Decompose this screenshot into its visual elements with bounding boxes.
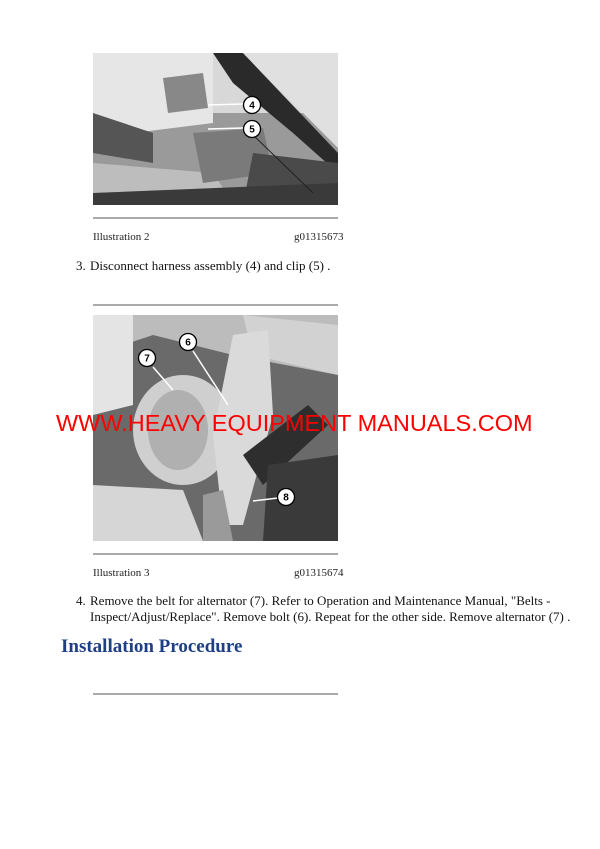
step-number: 3.	[76, 258, 86, 273]
step-text-line-2: Inspect/Adjust/Replace". Remove bolt (6). Repeat for the other side. Remove alternator (7) .	[90, 609, 571, 624]
callout-4	[242, 95, 262, 115]
illustration-2-photo	[93, 53, 338, 205]
illustration-3-code: g01315674	[294, 567, 344, 579]
illustration-3-rule	[93, 553, 338, 555]
step-text-line-1: Remove the belt for alternator (7). Refer to Operation and Maintenance Manual, "Belts -	[90, 593, 551, 608]
svg-text:4: 4	[249, 100, 255, 112]
svg-text:7: 7	[144, 353, 150, 365]
illustration-2-label: Illustration 2	[93, 231, 150, 243]
svg-text:8: 8	[283, 492, 289, 504]
callout-8	[276, 487, 296, 507]
illustration-2-rule	[93, 217, 338, 219]
step-3	[76, 258, 556, 274]
watermark-text: WWW.HEAVY EQUIPMENT MANUALS.COM	[56, 410, 533, 436]
callout-7	[137, 348, 157, 368]
illustration-2-code: g01315673	[294, 231, 344, 243]
callout-6	[178, 332, 198, 352]
svg-text:6: 6	[185, 337, 191, 349]
illustration-3-top-rule	[93, 304, 338, 306]
callout-5	[242, 119, 262, 139]
step-text: Disconnect harness assembly (4) and clip (5) .	[90, 258, 331, 273]
svg-text:5: 5	[249, 124, 255, 136]
illustration-3-label: Illustration 3	[93, 567, 150, 579]
installation-rule	[93, 693, 338, 695]
section-heading: Installation Procedure	[61, 636, 243, 657]
step-number: 4.	[76, 593, 86, 608]
step-4	[76, 593, 576, 625]
engine-photo-image	[93, 53, 338, 205]
